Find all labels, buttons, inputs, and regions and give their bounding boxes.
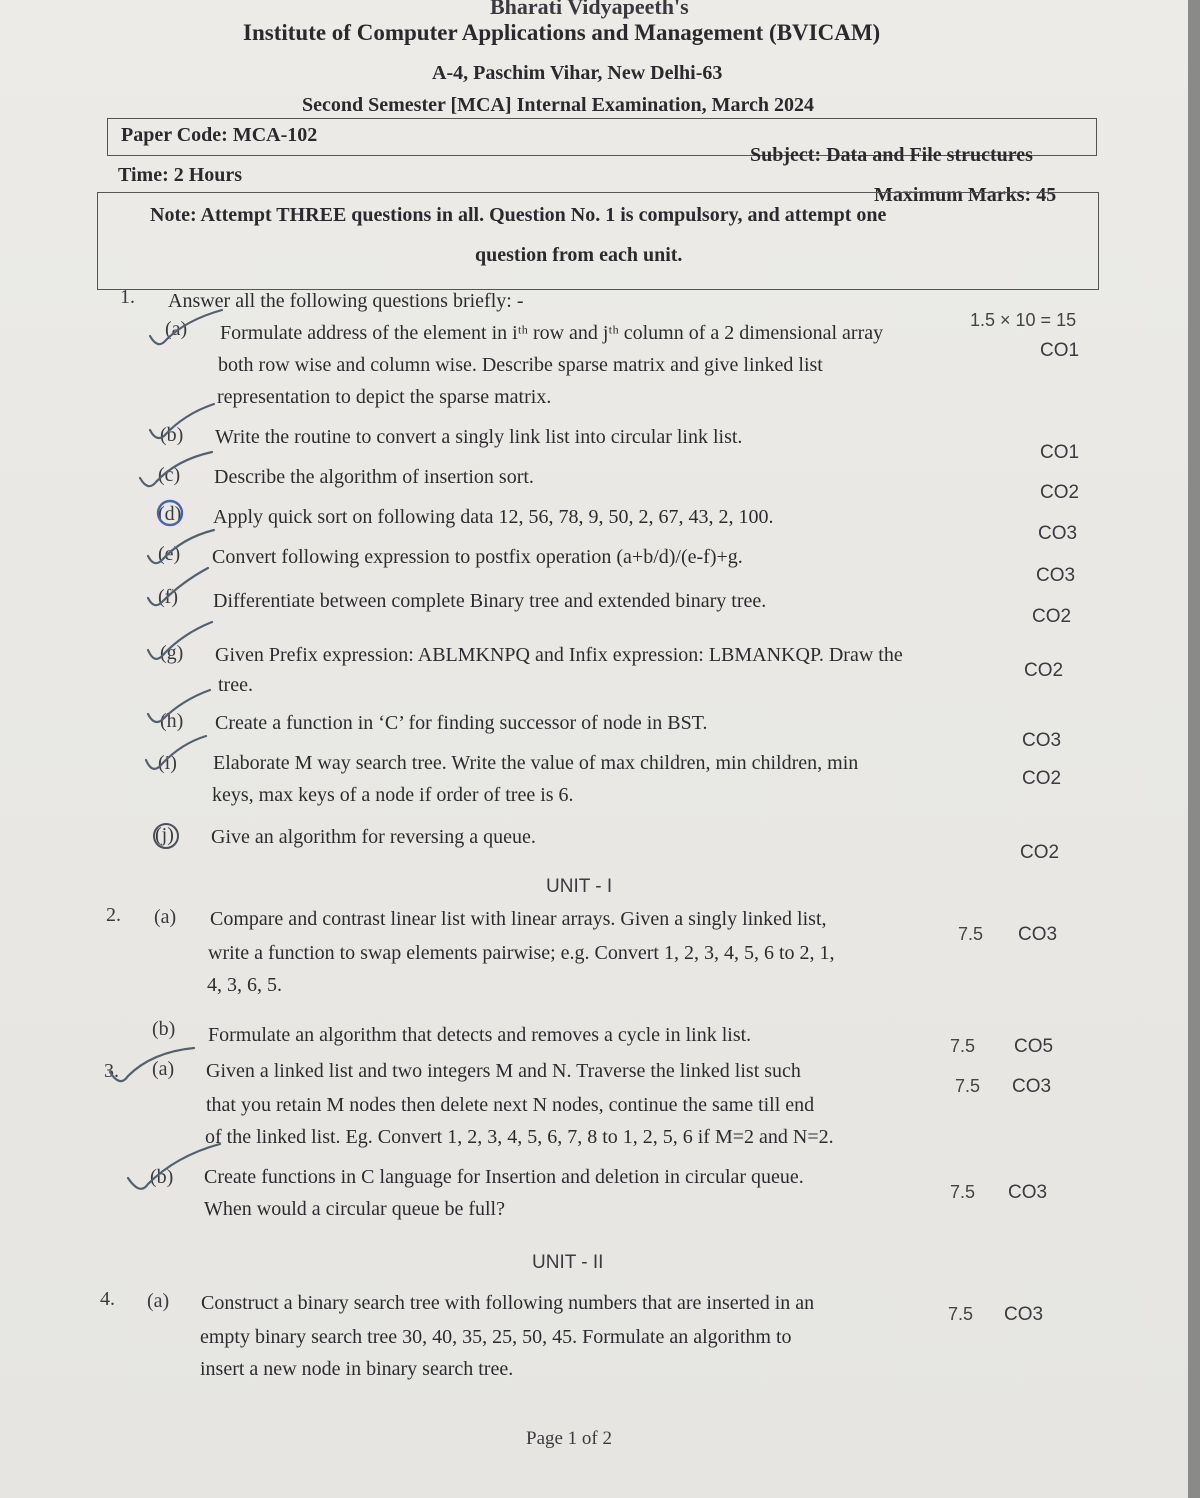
course-outcome: CO2 bbox=[1040, 482, 1080, 503]
course-outcome: CO3 bbox=[1012, 1076, 1052, 1097]
question-text: Write the routine to convert a singly link list into circular link list. bbox=[215, 426, 743, 448]
part-label: (d) bbox=[158, 503, 182, 525]
paper-code: Paper Code: MCA-102 bbox=[121, 124, 318, 146]
tick-mark-icon bbox=[150, 404, 214, 438]
circle-mark-icon bbox=[154, 824, 178, 848]
circle-mark-icon bbox=[158, 501, 182, 525]
course-outcome: CO3 bbox=[1018, 924, 1058, 945]
question-intro: Answer all the following questions briefly: - bbox=[168, 290, 524, 312]
question-number: 3. bbox=[104, 1060, 119, 1082]
question-text: representation to depict the sparse matrix. bbox=[217, 386, 552, 408]
question-text: Formulate an algorithm that detects and removes a cycle in link list. bbox=[208, 1024, 752, 1046]
course-outcome: CO3 bbox=[1036, 565, 1076, 586]
institute-name: Institute of Computer Applications and Management (BVICAM) bbox=[243, 20, 881, 45]
question-text: Given Prefix expression: ABLMKNPQ and Infix expression: LBMANKQP. Draw the bbox=[215, 644, 903, 666]
part-label: (a) bbox=[154, 906, 177, 928]
question-text: of the linked list. Eg. Convert 1, 2, 3, 4, 5, 6, 7, 8 to 1, 2, 5, 6 if M=2 and N=2. bbox=[205, 1126, 834, 1148]
question-text: When would a circular queue be full? bbox=[204, 1198, 505, 1220]
part-label: (f) bbox=[158, 586, 178, 608]
question-text: Construct a binary search tree with following numbers that are inserted in an bbox=[201, 1292, 815, 1314]
part-label: (g) bbox=[160, 642, 184, 664]
course-outcome: CO3 bbox=[1038, 523, 1078, 544]
marks: 7.5 bbox=[950, 1182, 976, 1202]
part-label: (a) bbox=[147, 1290, 170, 1312]
part-label: (a) bbox=[165, 318, 188, 340]
marks: 7.5 bbox=[955, 1076, 981, 1096]
course-outcome: CO3 bbox=[1004, 1304, 1044, 1325]
marks: 7.5 bbox=[948, 1304, 974, 1324]
part-label: (c) bbox=[158, 464, 181, 486]
course-outcome: CO2 bbox=[1020, 842, 1060, 863]
course-outcome: CO1 bbox=[1040, 442, 1080, 463]
part-label: (b) bbox=[152, 1018, 176, 1040]
question-text: write a function to swap elements pairwise; e.g. Convert 1, 2, 3, 4, 5, 6 to 2, 1, bbox=[208, 942, 835, 964]
maximum-marks: Maximum Marks: 45 bbox=[874, 184, 1057, 206]
course-outcome: CO2 bbox=[1022, 768, 1062, 789]
course-outcome: CO3 bbox=[1008, 1182, 1048, 1203]
part-label: (h) bbox=[160, 710, 184, 732]
unit-heading: UNIT - I bbox=[546, 876, 613, 897]
course-outcome: CO5 bbox=[1014, 1036, 1054, 1057]
page-edge bbox=[1188, 0, 1200, 1498]
question-text: Given a linked list and two integers M and N. Traverse the linked list such bbox=[206, 1060, 801, 1082]
unit-heading: UNIT - II bbox=[532, 1252, 604, 1273]
exam-title: Second Semester [MCA] Internal Examination, March 2024 bbox=[302, 94, 814, 116]
question-text: insert a new node in binary search tree. bbox=[200, 1358, 514, 1380]
course-outcome: CO2 bbox=[1024, 660, 1064, 681]
tick-mark-icon bbox=[148, 690, 210, 722]
part-label: (j) bbox=[155, 824, 174, 846]
question-text: both row wise and column wise. Describe sparse matrix and give linked list bbox=[218, 354, 823, 376]
university-name: Bharati Vidyapeeth's bbox=[490, 0, 689, 19]
marks: 7.5 bbox=[950, 1036, 976, 1056]
part-label: (e) bbox=[158, 543, 181, 565]
question-text: that you retain M nodes then delete next N nodes, continue the same till end bbox=[206, 1094, 815, 1116]
note-line-1: Note: Attempt THREE questions in all. Question No. 1 is compulsory, and attempt one bbox=[150, 204, 887, 226]
question-text: Differentiate between complete Binary tree and extended binary tree. bbox=[213, 590, 767, 612]
question-text: Convert following expression to postfix operation (a+b/d)/(e-f)+g. bbox=[212, 546, 743, 568]
question-text: Create functions in C language for Insertion and deletion in circular queue. bbox=[204, 1166, 804, 1188]
question-number: 1. bbox=[120, 286, 135, 308]
question-text: empty binary search tree 30, 40, 35, 25, 50, 45. Formulate an algorithm to bbox=[200, 1326, 792, 1348]
note-line-2: question from each unit. bbox=[475, 244, 683, 266]
subject: Subject: Data and File structures bbox=[750, 144, 1033, 166]
tick-mark-icon bbox=[148, 568, 208, 605]
marks: 7.5 bbox=[958, 924, 984, 944]
institute-address: A-4, Paschim Vihar, New Delhi-63 bbox=[432, 62, 723, 84]
question-text: tree. bbox=[218, 674, 253, 696]
question-text: Compare and contrast linear list with linear arrays. Given a singly linked list, bbox=[210, 908, 827, 930]
tick-mark-icon bbox=[146, 736, 206, 769]
part-label: (a) bbox=[152, 1058, 175, 1080]
question-marks: 1.5 × 10 = 15 bbox=[970, 310, 1077, 330]
question-text: Give an algorithm for reversing a queue. bbox=[211, 826, 536, 848]
course-outcome: CO3 bbox=[1022, 730, 1062, 751]
part-label: (b) bbox=[150, 1166, 174, 1188]
question-text: Describe the algorithm of insertion sort. bbox=[214, 466, 534, 488]
question-number: 4. bbox=[100, 1288, 115, 1310]
question-number: 2. bbox=[106, 904, 121, 926]
tick-mark-icon bbox=[110, 1048, 194, 1081]
question-text: Create a function in ‘C’ for finding successor of node in BST. bbox=[215, 712, 708, 734]
question-text: Apply quick sort on following data 12, 56, 78, 9, 50, 2, 67, 43, 2, 100. bbox=[213, 506, 774, 528]
tick-mark-icon bbox=[128, 1144, 220, 1189]
tick-mark-icon bbox=[140, 452, 212, 486]
course-outcome: CO1 bbox=[1040, 340, 1080, 361]
course-outcome: CO2 bbox=[1032, 606, 1072, 627]
part-label: (b) bbox=[160, 424, 184, 446]
tick-mark-icon bbox=[148, 622, 212, 659]
question-text: Formulate address of the element in iᵗʰ row and jᵗʰ column of a 2 dimensional array bbox=[220, 322, 884, 344]
question-text: Elaborate M way search tree. Write the value of max children, min children, min bbox=[213, 752, 859, 774]
time-allowed: Time: 2 Hours bbox=[118, 164, 243, 186]
page-number: Page 1 of 2 bbox=[526, 1428, 613, 1449]
tick-mark-icon bbox=[150, 310, 222, 344]
question-text: 4, 3, 6, 5. bbox=[207, 974, 282, 996]
part-label: (i) bbox=[158, 752, 177, 774]
tick-mark-icon bbox=[148, 530, 214, 563]
question-text: keys, max keys of a node if order of tree is 6. bbox=[212, 784, 574, 806]
